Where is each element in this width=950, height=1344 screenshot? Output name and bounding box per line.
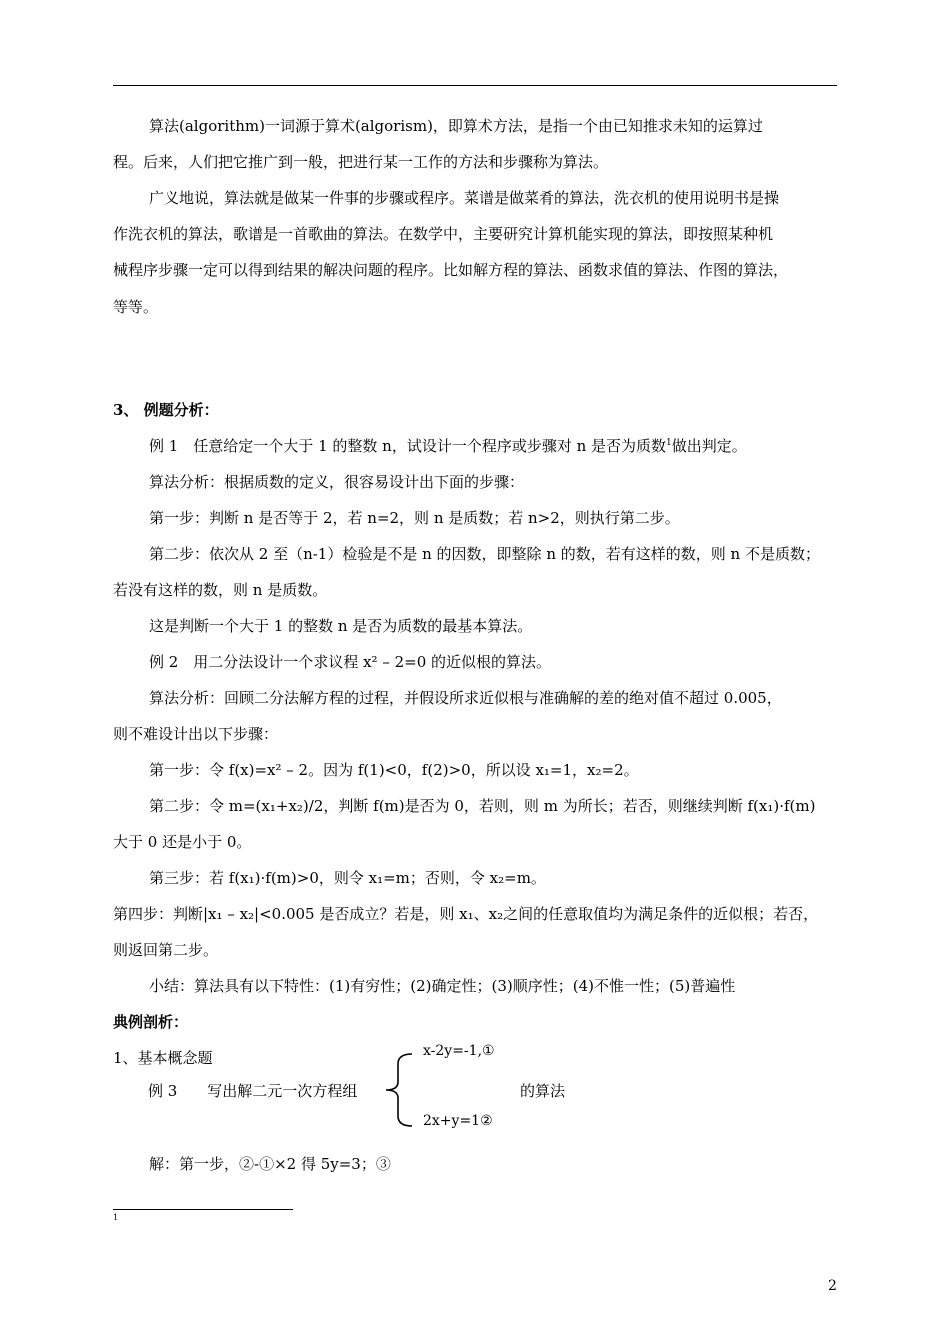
example1-summary: 这是判断一个大于 1 的整数 n 是否为质数的最基本算法。	[149, 617, 533, 635]
example3-suffix: 的算法	[520, 1082, 566, 1100]
example2-step3: 第三步：若 f(x₁)·f(m)>0，则令 x₁=m；否则，令 x₂=m。	[149, 869, 546, 887]
header-rule	[113, 85, 837, 86]
basic-concept-heading: 1、基本概念题	[113, 1049, 213, 1067]
page-number: 2	[828, 1278, 837, 1294]
footnote-reference[interactable]: 1	[666, 438, 672, 448]
para1-line1: 算法(algorithm)一词源于算术(algorism)，即算术方法，是指一个由已知推求未知的运算过	[149, 117, 763, 135]
section-heading-examples: 3、 例题分析：	[113, 401, 219, 419]
example2-statement: 例 2 用二分法设计一个求议程 x² – 2=0 的近似根的算法。	[149, 653, 552, 671]
example2-step4-line2: 则返回第二步。	[113, 941, 219, 959]
example1-step2-line2: 若没有这样的数，则 n 是质数。	[113, 581, 328, 599]
para2-line1: 广义地说，算法就是做某一件事的步骤或程序。菜谱是做菜肴的算法，洗衣机的使用说明书是操	[149, 189, 780, 207]
typical-examples-heading: 典例剖析：	[113, 1013, 189, 1031]
equation-1: x-2y=-1,①	[423, 1043, 495, 1059]
para2-line2: 作洗衣机的算法，歌谱是一首歌曲的算法。在数学中，主要研究计算机能实现的算法，即按照某种机	[113, 225, 774, 243]
para2-line4: 等等。	[113, 298, 159, 316]
example2-step2-line2: 大于 0 还是小于 0。	[113, 833, 252, 851]
example1-statement: 例 1 任意给定一个大于 1 的整数 n，试设计一个程序或步骤对 n 是否为质数$^1$做出判定。	[149, 437, 747, 455]
example2-step4-line1: 第四步：判断|x₁ – x₂|<0.005 是否成立？若是，则 x₁、x₂之间的任意取值均为满足条件的近似根；若否，	[113, 905, 819, 923]
footnote-mark: 1	[113, 1213, 119, 1222]
example3-label: 例 3 写出解二元一次方程组	[148, 1082, 358, 1100]
example1-step1: 第一步：判断 n 是否等于 2，若 n=2，则 n 是质数；若 n>2，则执行第二步。	[149, 509, 680, 527]
para2-line3: 械程序步骤一定可以得到结果的解决问题的程序。比如解方程的算法、函数求值的算法、作图的算法，	[113, 261, 789, 279]
algorithm-properties-summary: 小结：算法具有以下特性：(1)有穷性；(2)确定性；(3)顺序性；(4)不惟一性；(5)普遍性	[149, 977, 736, 995]
example1-analysis: 算法分析：根据质数的定义，很容易设计出下面的步骤：	[149, 473, 525, 491]
left-brace-icon	[382, 1052, 416, 1128]
example2-analysis-line1: 算法分析：回顾二分法解方程的过程，并假设所求近似根与准确解的差的绝对值不超过 0.005，	[149, 689, 782, 707]
example3-solution-step1: 解：第一步，②-①×2 得 5y=3；③	[149, 1155, 391, 1173]
example2-step2-line1: 第二步：令 m=(x₁+x₂)/2，判断 f(m)是否为 0，若则，则 m 为所长；若否，则继续判断 f(x₁)·f(m)	[149, 797, 816, 815]
para1-line2: 程。后来，人们把它推广到一般，把进行某一工作的方法和步骤称为算法。	[113, 153, 609, 171]
example2-analysis-line2: 则不难设计出以下步骤：	[113, 725, 279, 743]
example2-step1: 第一步：令 f(x)=x² – 2。因为 f(1)<0，f(2)>0，所以设 x₁=1，x₂=2。	[149, 761, 639, 779]
footnote-separator	[113, 1209, 293, 1210]
equation-2: 2x+y=1②	[423, 1113, 493, 1129]
example1-step2-line1: 第二步：依次从 2 至（n-1）检验是不是 n 的因数，即整除 n 的数，若有这样的数，则 n 不是质数；	[149, 545, 820, 563]
